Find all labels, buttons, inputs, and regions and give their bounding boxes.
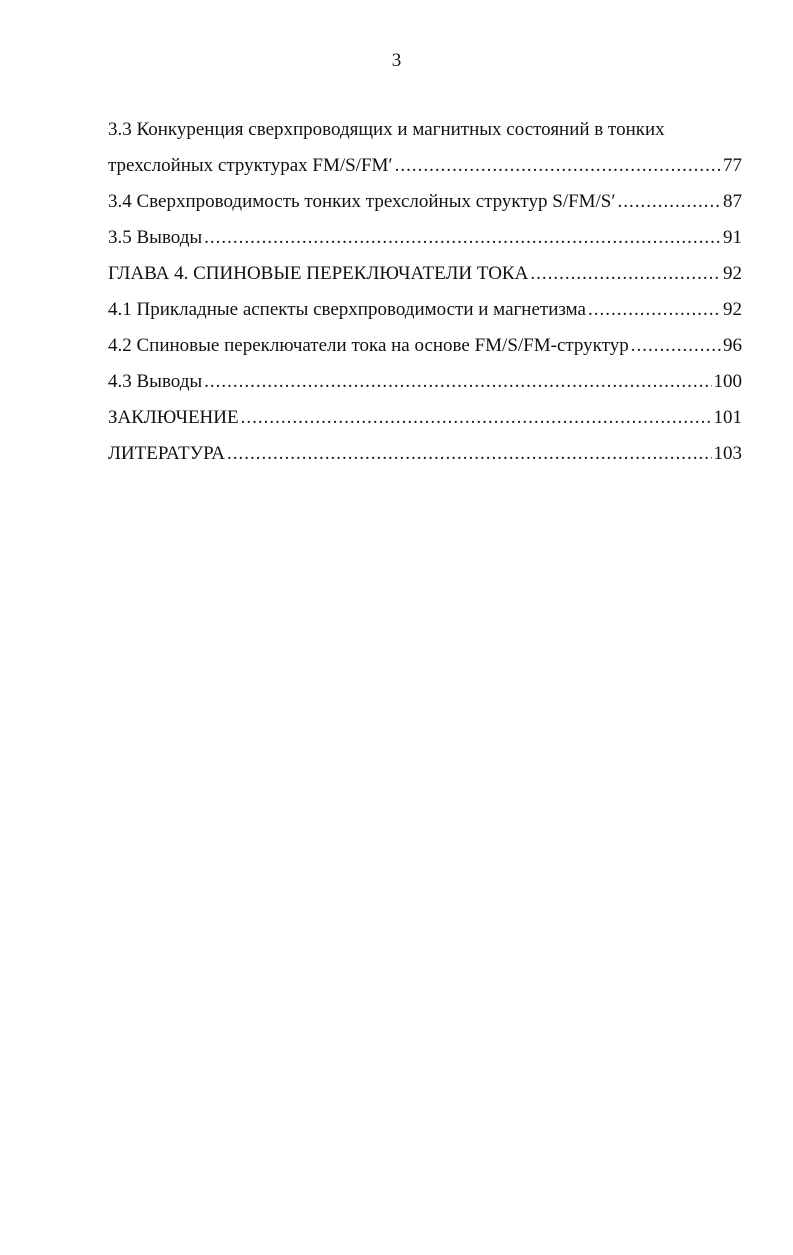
toc-entry-literature <box>108 436 742 472</box>
toc-entry-page: 87 <box>723 191 742 212</box>
page-number: 3 <box>391 50 402 71</box>
toc-entry-3-4 <box>108 184 742 220</box>
toc-leader-dots <box>530 256 721 292</box>
toc-entry-title-line2: трехслойных структурах FM/S/FM′ <box>108 155 393 176</box>
toc-leader-dots <box>588 292 721 328</box>
toc-entry-4-2 <box>108 328 742 364</box>
toc-leader-dots <box>204 364 711 400</box>
toc-leader-dots <box>618 184 721 220</box>
toc-entry-4-1 <box>108 292 742 328</box>
toc-leader-dots <box>631 328 721 364</box>
toc-entry-title: 4.1 Прикладные аспекты сверхпроводимости и магнетизма <box>108 299 586 320</box>
toc-entry-3-3 <box>108 112 742 184</box>
toc-entry-title: 4.3 Выводы <box>108 371 203 392</box>
table-of-contents <box>108 112 742 472</box>
toc-entry-chapter-4 <box>108 256 742 292</box>
toc-entry-title: 4.2 Спиновые переключатели тока на основе FM/S/FM-структур <box>108 335 629 356</box>
toc-entry-title: 3.5 Выводы <box>108 227 203 248</box>
toc-entry-page: 77 <box>723 155 742 176</box>
toc-entry-3-5 <box>108 220 742 256</box>
toc-entry-row <box>108 148 742 184</box>
toc-leader-dots <box>395 148 721 184</box>
toc-leader-dots <box>227 436 712 472</box>
toc-leader-dots <box>204 220 721 256</box>
toc-entry-page: 100 <box>713 371 742 392</box>
toc-entry-title: ЛИТЕРАТУРА <box>108 443 225 464</box>
toc-entry-4-3 <box>108 364 742 400</box>
toc-leader-dots <box>241 400 712 436</box>
toc-entry-page: 101 <box>713 407 742 428</box>
toc-entry-page: 91 <box>723 227 742 248</box>
toc-entry-title-line1: 3.3 Конкуренция сверхпроводящих и магнитных состояний в тонких <box>108 119 665 140</box>
toc-entry-page: 103 <box>713 443 742 464</box>
toc-entry-title: 3.4 Сверхпроводимость тонких трехслойных структур S/FM/S′ <box>108 191 616 212</box>
toc-entry-title: ГЛАВА 4. СПИНОВЫЕ ПЕРЕКЛЮЧАТЕЛИ ТОКА <box>108 263 529 284</box>
toc-entry-title: ЗАКЛЮЧЕНИЕ <box>108 407 239 428</box>
toc-entry-page: 92 <box>723 299 742 320</box>
toc-entry-conclusion <box>108 400 742 436</box>
toc-entry-page: 92 <box>723 263 742 284</box>
toc-entry-page: 96 <box>723 335 742 356</box>
